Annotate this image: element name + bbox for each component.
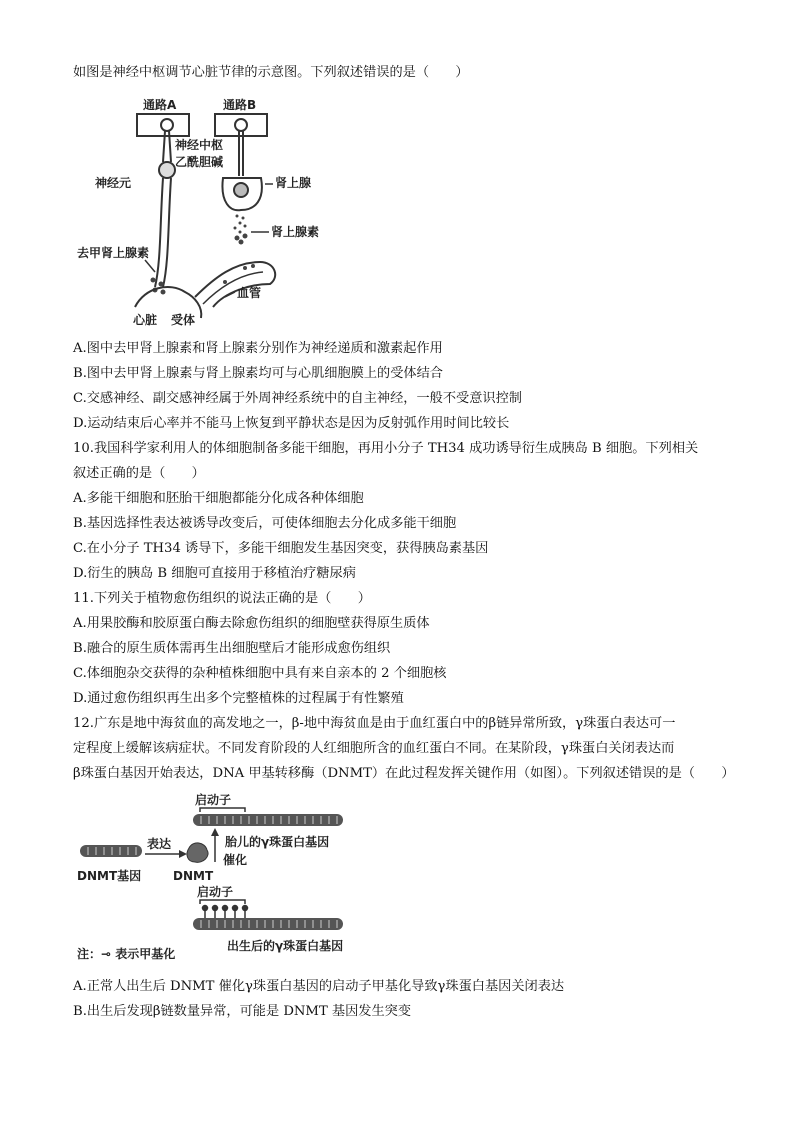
dnmt-gene-dna-strand [80,845,142,857]
label-dnmt: DNMT [173,869,214,883]
q9-option-d: D.运动结束后心率并不能马上恢复到平静状态是因为反射弧作用时间比较长 [73,416,510,431]
label-dnmt-gene: DNMT基因 [77,869,142,883]
q11-option-d: D.通过愈伤组织再生出多个完整植株的过程属于有性繁殖 [73,691,404,706]
path-a-box [137,114,189,136]
label-promoter-top: 启动子 [195,793,232,807]
q9-option-b: B.图中去甲肾上腺素与肾上腺素均可与心肌细胞膜上的受体结合 [73,366,443,381]
q10-option-a: A.多能干细胞和胚胎干细胞都能分化成各种体细胞 [73,491,364,506]
q11-option-c: C.体细胞杂交获得的杂种植株细胞中具有来自亲本的 2 个细胞核 [73,666,447,681]
q10-option-b: B.基因选择性表达被诱导改变后，可使体细胞去分化成多能干细胞 [73,516,457,531]
label-receptor: 受体 [171,313,196,327]
label-expression: 表达 [147,837,172,851]
label-promoter-bottom: 启动子 [197,885,234,899]
label-catalysis: 催化 [223,853,248,867]
label-fetal-gene: 胎儿的γ珠蛋白基因 [225,835,330,849]
neuron-ganglion-icon [159,162,175,178]
q9-stem: 如图是神经中枢调节心脏节律的示意图。下列叙述错误的是（ ） [73,65,469,80]
label-path-b: 通路B [223,98,257,112]
label-noradrenaline: 去甲肾上腺素 [77,246,150,260]
q12-figure-dnmt-methylation-diagram [75,790,375,965]
label-adrenal-gland: 肾上腺 [275,176,312,190]
q11-option-b: B.融合的原生质体需再生出细胞壁后才能形成愈伤组织 [73,641,391,656]
label-note: 注：⊸ 表示甲基化 [77,947,176,961]
q9-option-c: C.交感神经、副交感神经属于外周神经系统中的自主神经，一般不受意识控制 [73,391,522,406]
label-postnatal-gene: 出生后的γ珠蛋白基因 [227,939,344,953]
q12-option-b: B.出生后发现β链数量异常，可能是 DNMT 基因发生突变 [73,1004,412,1019]
methyl-group-markers [203,906,248,919]
q12-stem-line1: 12.广东是地中海贫血的高发地之一，β-地中海贫血是由于血红蛋白中的β链异常所致，γ珠蛋白表达可一 [73,716,676,731]
label-neuron: 神经元 [95,176,132,190]
label-blood-vessel: 血管 [237,286,262,300]
path-b-box [215,114,267,136]
q10-stem-line1: 10.我国科学家利用人的体细胞制备多能干细胞，再用小分子 TH34 成功诱导衍生成胰岛 B 细胞。下列相关 [73,441,699,456]
label-adrenaline: 肾上腺素 [271,225,320,239]
label-nerve-center: 神经中枢 [175,138,224,152]
q12-stem-line2: 定程度上缓解该病症状。不同发育阶段的人红细胞所含的血红蛋白不同。在某阶段，γ珠蛋白关闭表达而 [73,741,675,756]
q11-stem: 11.下列关于植物愈伤组织的说法正确的是（ ） [73,591,371,606]
q12-stem-line3: β珠蛋白基因开始表达，DNA 甲基转移酶（DNMT）在此过程发挥关键作用（如图）。下列叙述错误的是（ ） [73,766,735,781]
q11-option-a: A.用果胶酶和胶原蛋白酶去除愈伤组织的细胞壁获得原生质体 [73,616,430,631]
dnmt-enzyme-icon [187,843,208,862]
label-heart: 心脏 [133,313,158,327]
q9-option-a: A.图中去甲肾上腺素和肾上腺素分别作为神经递质和激素起作用 [73,341,443,356]
q10-stem-line2: 叙述正确的是（ ） [73,466,205,481]
q12-option-a: A.正常人出生后 DNMT 催化γ珠蛋白基因的启动子甲基化导致γ珠蛋白基因关闭表达 [73,979,565,994]
postnatal-gene-dna-strand [193,918,343,930]
q9-figure-nerve-heart-diagram [75,92,375,328]
label-path-a: 通路A [143,98,177,112]
fetal-gene-dna-strand [193,814,343,826]
label-acetylcholine: 乙酰胆碱 [175,155,224,169]
q10-option-c: C.在小分子 TH34 诱导下，多能干细胞发生基因突变，获得胰岛素基因 [73,541,489,556]
q10-option-d: D.衍生的胰岛 B 细胞可直接用于移植治疗糖尿病 [73,566,356,581]
